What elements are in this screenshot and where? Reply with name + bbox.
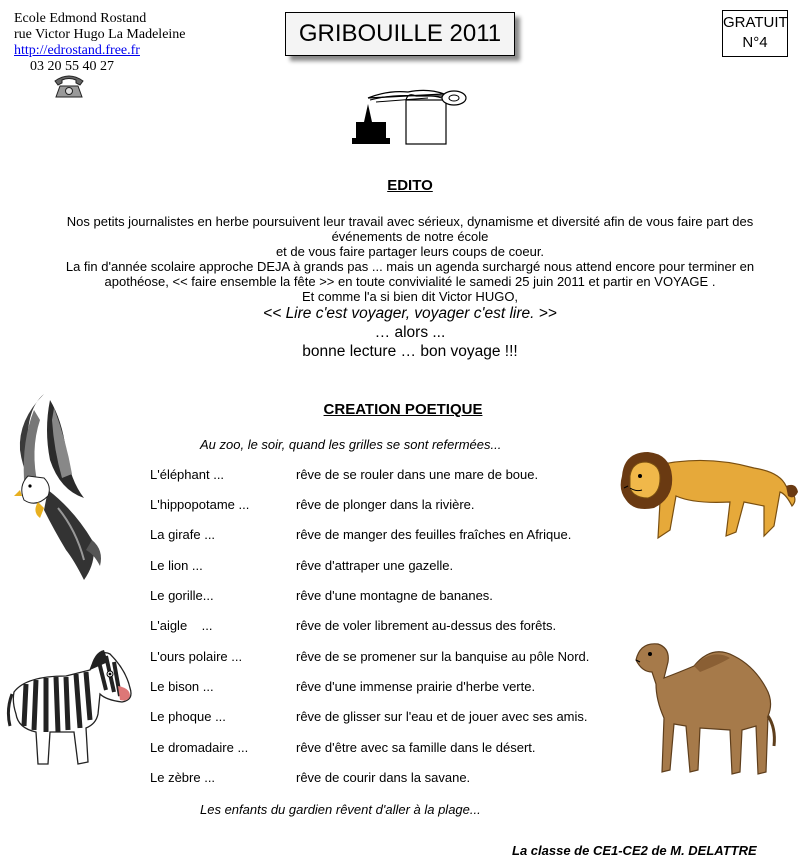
poem-outro: Les enfants du gardien rêvent d'aller à la plage...	[200, 802, 481, 817]
poem-animal: La girafe ...	[150, 527, 216, 542]
poem-animal: L'aigle ...	[150, 618, 213, 633]
poem-row	[150, 497, 650, 517]
quill-ink-scroll-icon	[348, 86, 474, 148]
edito-heading: EDITO	[387, 177, 433, 194]
poem-animal: L'ours polaire ...	[150, 649, 243, 664]
school-website-link[interactable]: http://edrostand.free.fr	[14, 43, 140, 58]
edito-line: Et comme l'a si bien dit Victor HUGO,	[301, 289, 519, 304]
poem-animal: Le gorille...	[150, 588, 214, 603]
edito-line: apothéose, << faire ensemble la fête >> en toute convivialité le samedi 25 juin 2011 et partir en VOYAGE .	[104, 274, 716, 289]
poem-dream: rêve de plonger dans la rivière.	[296, 497, 475, 512]
poem-dream: rêve de glisser sur l'eau et de jouer avec ses amis.	[296, 709, 588, 724]
eagle-icon	[14, 390, 106, 586]
poem-animal: Le bison ...	[150, 679, 214, 694]
poem-dream: rêve de voler librement au-dessus des forêts.	[296, 618, 557, 633]
poem-dream: rêve de courir dans la savane.	[296, 770, 471, 785]
issue-badge	[722, 10, 788, 57]
school-info	[14, 11, 186, 75]
newspaper-title: GRIBOUILLE 2011	[285, 12, 515, 56]
edito-text	[40, 214, 780, 361]
poem-heading: CREATION POETIQUE	[323, 401, 483, 418]
poem-intro: Au zoo, le soir, quand les grilles se sont refermées...	[200, 437, 502, 452]
poem-row	[150, 709, 650, 729]
poem-row	[150, 558, 650, 578]
edito-line: … alors ...	[374, 324, 446, 341]
poem-row	[150, 649, 650, 669]
school-phone: 03 20 55 40 27	[30, 59, 114, 74]
badge-issue-number: N°4	[742, 34, 768, 51]
poem-row	[150, 527, 650, 547]
poem-dream: rêve d'attraper une gazelle.	[296, 558, 454, 573]
poem-animal: Le zèbre ...	[150, 770, 216, 785]
poem-dream: rêve de manger des feuilles fraîches en Afrique.	[296, 527, 572, 542]
camel-icon	[630, 638, 780, 780]
poem-row	[150, 770, 650, 790]
poem-row	[150, 740, 650, 760]
poem-animal: Le lion ...	[150, 558, 203, 573]
poem-row	[150, 679, 650, 699]
poem-dream: rêve de se promener sur la banquise au pôle Nord.	[296, 649, 590, 664]
phone-icon	[52, 73, 86, 99]
edito-line: et de vous faire partager leurs coups de coeur.	[275, 244, 545, 259]
victor-hugo-quote: << Lire c'est voyager, voyager c'est lire. >>	[263, 305, 557, 322]
poem-dream: rêve d'une immense prairie d'herbe verte.	[296, 679, 536, 694]
badge-free-label: GRATUIT	[723, 14, 788, 31]
poem-animal: L'hippopotame ...	[150, 497, 250, 512]
poem-animal: Le dromadaire ...	[150, 740, 249, 755]
school-name: Ecole Edmond Rostand	[14, 11, 147, 26]
poem-row	[150, 618, 650, 638]
poem-row	[150, 588, 650, 608]
poem-animal: Le phoque ...	[150, 709, 226, 724]
edito-line: événements de notre école	[331, 229, 489, 244]
poem-dream: rêve d'être avec sa famille dans le désert.	[296, 740, 536, 755]
school-address: rue Victor Hugo La Madeleine	[14, 27, 186, 42]
edito-line: Nos petits journalistes en herbe poursuivent leur travail avec sérieux, dynamisme et diversité afin de vous faire part des	[66, 214, 754, 229]
poem-animal: L'éléphant ...	[150, 467, 225, 482]
zebra-icon	[6, 640, 136, 770]
edito-closing: bonne lecture … bon voyage !!!	[302, 343, 518, 360]
edito-line: La fin d'année scolaire approche DEJA à grands pas ... mais un agenda surchargé nous attend encore pour terminer en	[65, 259, 755, 274]
poem-dream: rêve de se rouler dans une mare de boue.	[296, 467, 539, 482]
poem-row	[150, 467, 650, 487]
class-signature: La classe de CE1-CE2 de M. DELATTRE	[512, 843, 757, 858]
poem-dream: rêve d'une montagne de bananes.	[296, 588, 493, 603]
